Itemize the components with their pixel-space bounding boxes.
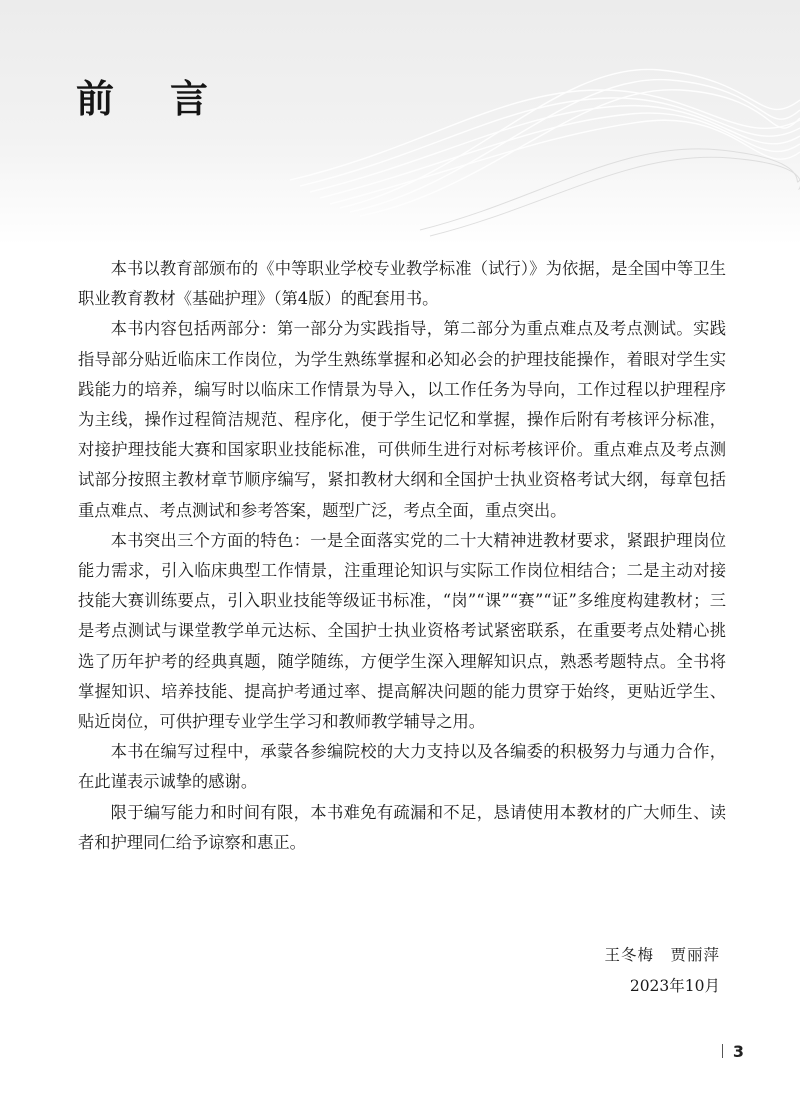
paragraph-4: 本书在编写过程中，承蒙各参编院校的大力支持以及各编委的积极努力与通力合作，在此谨表示诚挚的感谢。 — [78, 742, 726, 792]
page-number-block — [722, 1042, 744, 1062]
paragraph-1: 本书以教育部颁布的《中等职业学校专业教学标准（试行）》为依据，是全国中等卫生职业教育教材《基础护理》（第4版）的配套用书。 — [78, 259, 726, 309]
signature-block — [604, 940, 720, 1002]
preface-body — [78, 254, 726, 858]
paragraph-5: 限于编写能力和时间有限，本书难免有疏漏和不足，恳请使用本教材的广大师生、读者和护理同仁给予谅察和惠正。 — [78, 802, 726, 852]
header-decoration — [0, 0, 800, 245]
wave-lines-decoration — [0, 0, 800, 245]
page-number-divider — [722, 1044, 723, 1058]
paragraph-2: 本书内容包括两部分：第一部分为实践指导，第二部分为重点难点及考点测试。实践指导部分贴近临床工作岗位，为学生熟练掌握和必知必会的护理技能操作，着眼对学生实践能力的培养，编写时以临床工作情景为导入，以工作任务为导向，工作过程以护理程序为主线，操作过程简洁规范、程序化，便于学生记忆和掌握，操作后附有考核评分标准，对接护理技能大赛和国家职业技能标准，可供师生进行对标考核评价。重点难点及考点测试部分按照主教材章节顺序编写，紧扣教材大纲和全国护士执业资格考试大纲，每章包括重点难点、考点测试和参考答案，题型广泛，考点全面，重点突出。 — [78, 319, 726, 520]
page-title: 前言 — [76, 77, 265, 121]
signature-date: 2023年10月 — [629, 977, 720, 995]
paragraph-3: 本书突出三个方面的特色：一是全面落实党的二十大精神进教材要求，紧跟护理岗位能力需求，引入临床典型工作情景，注重理论知识与实际工作岗位相结合；二是主动对接技能大赛训练要点，引入职业技能等级证书标准，“岗”“课”“赛”“证”多维度构建教材；三是考点测试与课堂教学单元达标、全国护士执业资格考试紧密联系，在重要考点处精心挑选了历年护考的经典真题，随学随练，方便学生深入理解知识点，熟悉考题特点。全书将掌握知识、培养技能、提高护考通过率、提高解决问题的能力贯穿于始终，更贴近学生、贴近岗位，可供护理专业学生学习和教师教学辅导之用。 — [78, 530, 726, 732]
page-number: 3 — [732, 1042, 744, 1061]
author-names: 王冬梅 贾丽萍 — [604, 946, 720, 964]
